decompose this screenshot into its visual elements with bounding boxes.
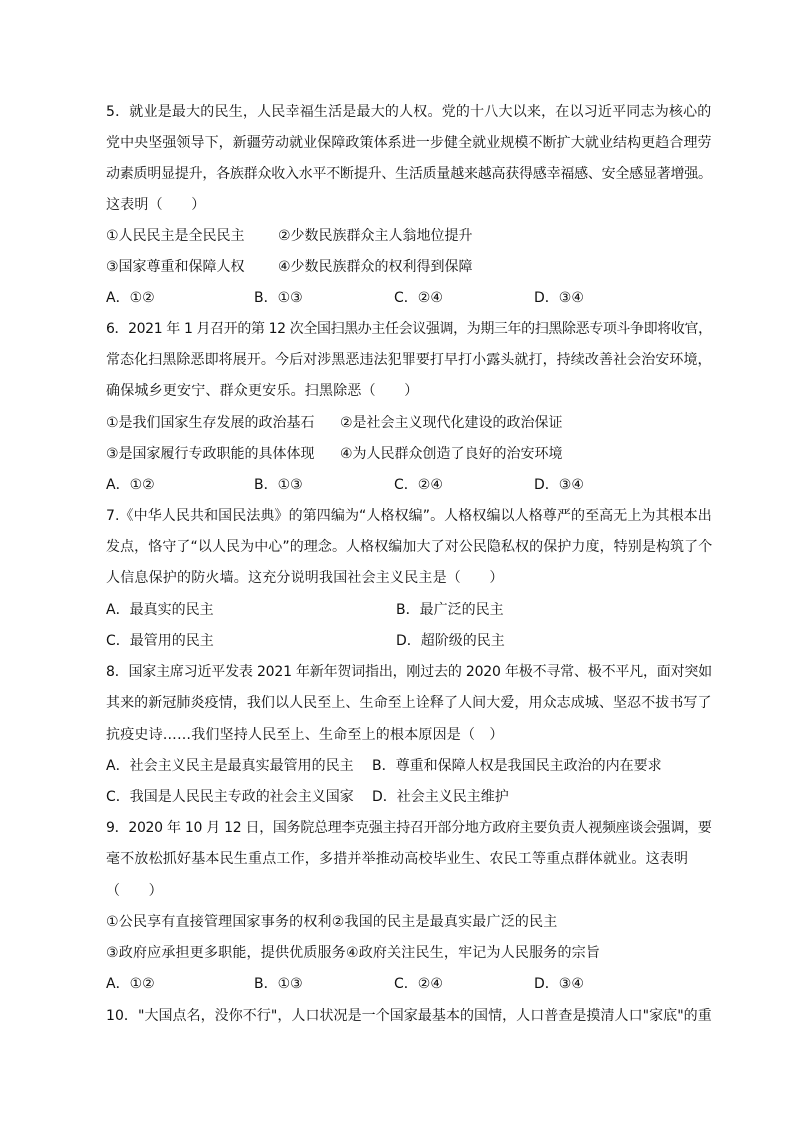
q6-options <box>106 475 716 495</box>
q8-option-c: C．我国是人民民主专政的社会主义国家 <box>106 789 354 805</box>
q6-statement-3: ③是国家履行专政职能的具体体现 <box>106 446 315 462</box>
q5-option-b: B．①③ <box>254 290 303 306</box>
q8-option-b: B．尊重和保障人权是我国民主政治的内在要求 <box>372 758 662 774</box>
q6-statements-row-2 <box>106 444 716 464</box>
q8-option-d: D．社会主义民主维护 <box>372 789 509 805</box>
q9-options <box>106 974 716 994</box>
q5-statement-4: ④少数民族群众的权利得到保障 <box>278 259 473 275</box>
q9-statements-line-2: ③政府应承担更多职能，提供优质服务④政府关注民生，牢记为人民服务的宗旨 <box>106 945 601 961</box>
q5-statements-row-1 <box>106 226 716 246</box>
q9-option-b: B．①③ <box>254 976 303 992</box>
q5-stem-line-3: 动素质明显提升，各族群众收入水平不断提升、生活质量越来越高获得感幸福感、安全感显著增强。 <box>106 166 712 182</box>
q7-option-d: D．超阶级的民主 <box>396 633 505 649</box>
q5-statement-3: ③国家尊重和保障人权 <box>106 259 245 275</box>
q6-option-a: A．①② <box>106 477 155 493</box>
q9-stem-line-3: （ ） <box>106 883 163 899</box>
q5-stem-line-2: 党中央坚强领导下，新疆劳动就业保障政策体系进一步健全就业规模不断扩大就业结构更趋合理劳 <box>106 135 712 151</box>
q6-stem-line-1: 6．2021 年 1 月召开的第 12 次全国扫黑办主任会议强调，为期三年的扫黑除恶专项斗争即将收官， <box>106 321 712 337</box>
q8-options-row-2 <box>106 787 716 807</box>
q5-stem-line-4: 这表明（ ） <box>106 197 206 213</box>
q8-stem-line-1: 8．国家主席习近平发表 2021 年新年贺词指出，刚过去的 2020 年极不寻常、极不平凡，面对突如 <box>106 664 712 680</box>
q6-option-d: D．③④ <box>534 477 584 493</box>
q6-statement-1: ①是我们国家生存发展的政治基石 <box>106 415 315 431</box>
q9-option-d: D．③④ <box>534 976 584 992</box>
q9-option-a: A．①② <box>106 976 155 992</box>
q6-option-c: C．②④ <box>394 477 443 493</box>
q7-stem-line-1: 7.《中华人民共和国民法典》的第四编为“人格权编”。人格权编以人格尊严的至高无上为其根本出 <box>106 508 712 524</box>
q5-statement-1: ①人民民主是全民民主 <box>106 228 245 244</box>
q5-statement-2: ②少数民族群众主人翁地位提升 <box>278 228 473 244</box>
q9-option-c: C．②④ <box>394 976 443 992</box>
q6-statements-row-1 <box>106 413 716 433</box>
q10-stem-line-1: 10．"大国点名，没你不行"，人口状况是一个国家最基本的国情，人口普查是摸清人口"家底"的重 <box>106 1008 712 1024</box>
q8-stem-line-3: 抗疫史诗……我们坚持人民至上、生命至上的根本原因是（ ） <box>106 727 504 743</box>
q7-options-row-2 <box>106 631 716 651</box>
q6-stem-line-3: 确保城乡更安宁、群众更安乐。扫黑除恶（ ） <box>106 383 419 399</box>
q7-option-a: A．最真实的民主 <box>106 602 214 618</box>
q6-statement-2: ②是社会主义现代化建设的政治保证 <box>340 415 563 431</box>
q5-option-d: D．③④ <box>534 290 584 306</box>
q9-stem-line-2: 毫不放松抓好基本民生重点工作，多措并举推动高校毕业生、农民工等重点群体就业。这表明 <box>106 851 689 867</box>
q9-statements-line-1: ①公民享有直接管理国家事务的权利②我国的民主是最真实最广泛的民主 <box>106 914 558 930</box>
q7-option-b: B．最广泛的民主 <box>396 602 504 618</box>
q7-options-row-1 <box>106 600 716 620</box>
q8-option-a: A．社会主义民主是最真实最管用的民主 <box>106 758 354 774</box>
q7-option-c: C．最管用的民主 <box>106 633 214 649</box>
q6-statement-4: ④为人民群众创造了良好的治安环境 <box>340 446 563 462</box>
q8-stem-line-2: 其来的新冠肺炎疫情，我们以人民至上、生命至上诠释了人间大爱，用众志成城、坚忍不拔书写了 <box>106 695 712 711</box>
q5-option-a: A．①② <box>106 290 155 306</box>
q5-stem-line-1: 5．就业是最大的民生，人民幸福生活是最大的人权。党的十八大以来，在以习近平同志为核心的 <box>106 104 712 120</box>
q5-options <box>106 288 716 308</box>
q9-stem-line-1: 9．2020 年 10 月 12 日，国务院总理李克强主持召开部分地方政府主要负责人视频座谈会强调，要 <box>106 820 712 836</box>
q8-options-row-1 <box>106 756 716 776</box>
q7-stem-line-2: 发点，恪守了“以人民为中心”的理念。人格权编加大了对公民隐私权的保护力度，特别是构筑了个 <box>106 539 713 555</box>
q5-option-c: C．②④ <box>394 290 443 306</box>
q5-statements-row-2 <box>106 257 716 277</box>
q6-option-b: B．①③ <box>254 477 303 493</box>
q7-stem-line-3: 人信息保护的防火墙。这充分说明我国社会主义民主是（ ） <box>106 570 504 586</box>
q6-stem-line-2: 常态化扫黑除恶即将展开。今后对涉黑恶违法犯罪要打早打小露头就打，持续改善社会治安环境， <box>106 352 712 368</box>
